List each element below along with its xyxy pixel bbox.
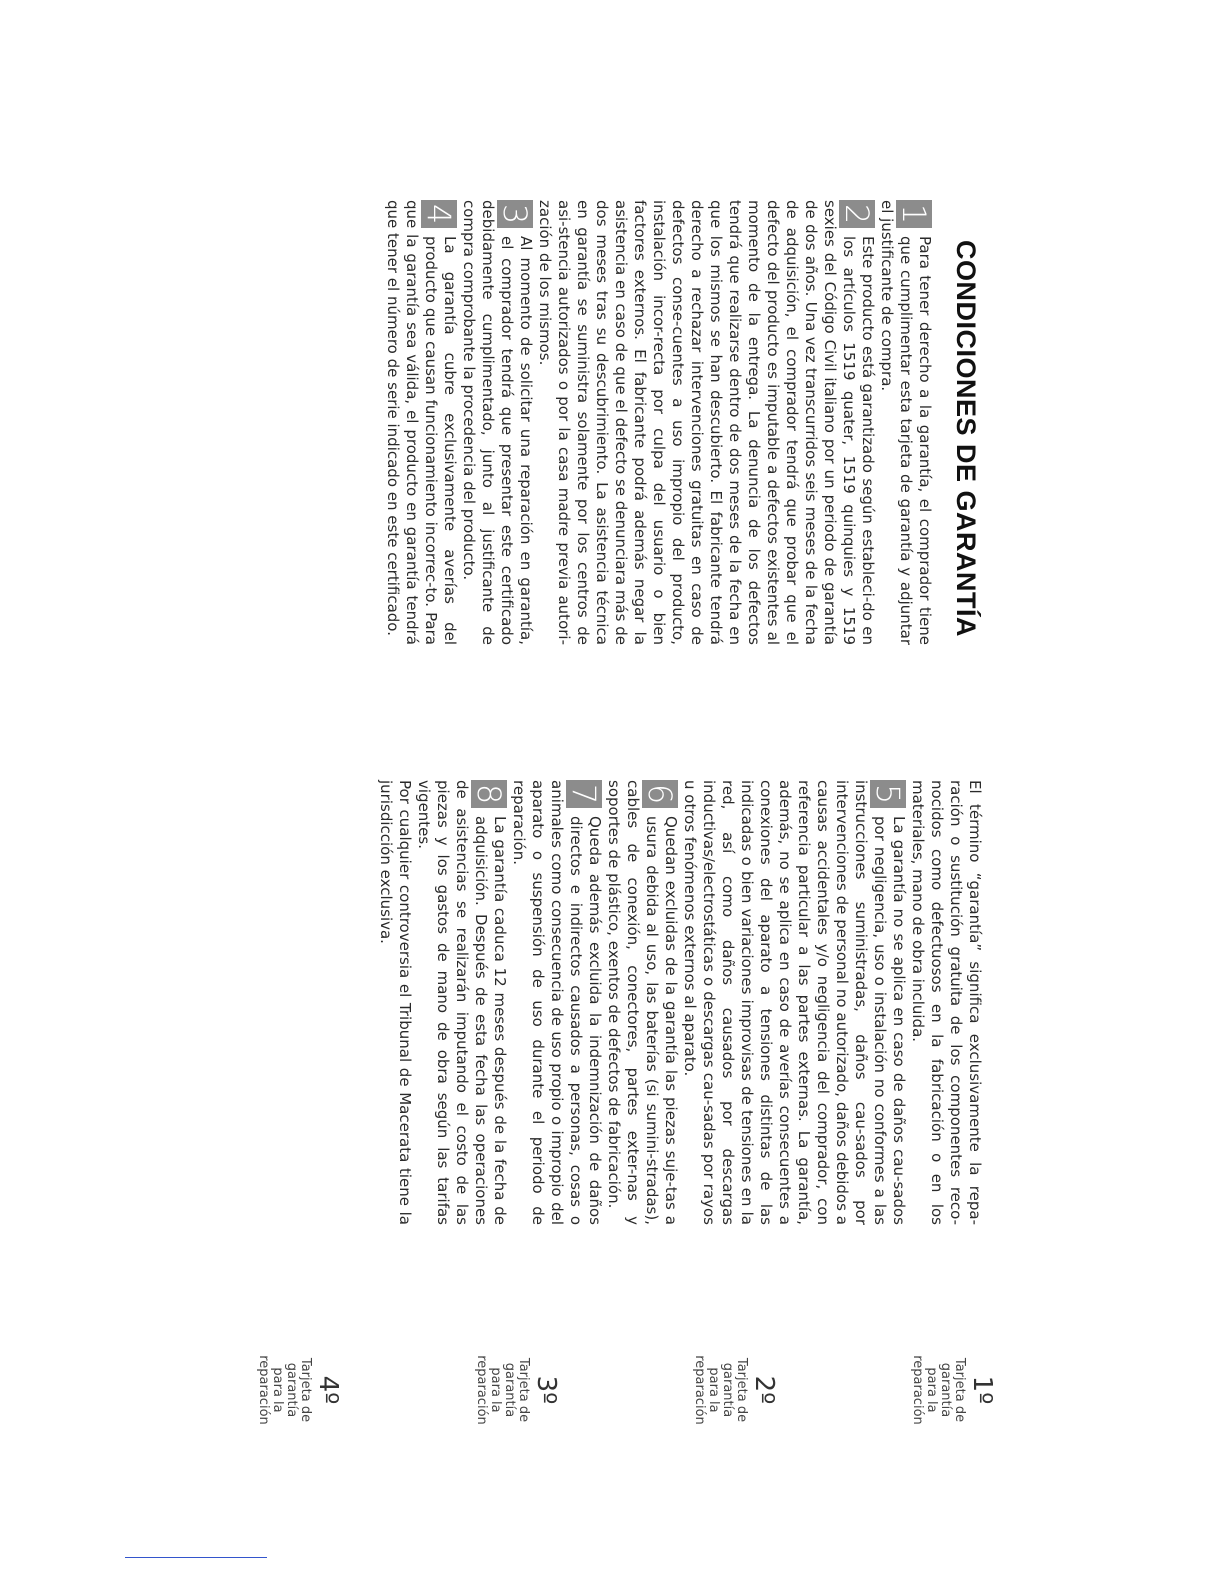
tab-label-line: Tarjeta de [298, 1357, 313, 1423]
condition-item [680, 780, 908, 1225]
condition-item [383, 200, 459, 645]
item-number: 3 [497, 200, 533, 228]
condition-item [509, 780, 604, 1225]
item-text: Para tener derecho a la garantía, el comprador tiene que cumplimentar esta tarjeta de garantía y adjuntar el justificante de compra. [878, 200, 934, 645]
condition-item [535, 200, 877, 645]
tab-label-line: Tarjeta de [734, 1357, 749, 1423]
item-text: Queda además excluida la indemnización de daños directos e indirectos causados a personas, cosas o animales como consecuencia de uso propio o impropio del aparato o suspensión de uso durante el periodo de reparación. [510, 780, 604, 1225]
repair-card-tab [910, 1335, 996, 1445]
item-number: 1 [896, 200, 932, 228]
tab-label-line: Tarjeta de [952, 1357, 967, 1423]
repair-card-tab [692, 1335, 778, 1445]
tab-label-line: reparación [692, 1355, 707, 1425]
tab-label-line: Tarjeta de [516, 1357, 531, 1423]
tab-label-line: para la [706, 1367, 721, 1413]
item-number: 6 [642, 780, 678, 808]
tab-label-line: para la [270, 1367, 285, 1413]
item-number: 8 [471, 780, 507, 808]
item-text: Al momento de solicitar una reparación en garantía, el comprador tendrá que presentar este certificado debidamente cumplimentado, junto al justificante de compra comprobante la procedencia del producto. [460, 200, 535, 645]
left-column [383, 200, 934, 645]
item-number: 2 [839, 200, 875, 228]
item-text: La garantía caduca 12 meses después de la fecha de adquisición. Después de esta fecha las operaciones de asistencias se realizarán imputando el costo de las piezas y los gastos de mano de obra según las tarifas vigentes. [415, 780, 509, 1225]
condition-item [604, 780, 680, 1225]
item-text: La garantía cubre exclusivamente averías del producto que causan funcionamiento incorrec-to. Para que la garantía sea válida, el producto en garantía tendrá que tener el número de serie indicado en este certificado. [384, 200, 459, 645]
right-column [376, 780, 984, 1225]
item-number: 7 [566, 780, 602, 808]
item-text: Este producto está garantizado según estableci-do en los artículos 1519 quater, 1519 quinquies y 1519 sexies del Código Civil italiano por un periodo de garantía de dos años. Una vez transcurridos seis meses de la fecha de adquisición, el comprador tendrá que probar que el defecto del producto es imputable a defectos existentes al momento de la entrega. La denuncia de los defectos tendrá que realizarse dentro de dos meses de la fecha en que los mismos se han descubierto. El fabricante tendrá derecho a rechazar intervenciones gratuitas en caso de defectos conse-cuentes a uso impropio del producto, instalación incor-recta por culpa del usuario o bien factores externos. El fabricante podrá además negar la asistencia en caso de que el defecto se denunciara más de dos meses tras su descubrimiento. La asistencia técnica en garantía se suministra solamente por los centros de asi-stencia autorizados o por la casa madre previa autori-zación de los mismos. [536, 200, 877, 645]
repair-card-tabs [226, 1335, 996, 1445]
tab-label-line: reparación [910, 1355, 925, 1425]
item-number: 4 [421, 200, 457, 228]
footer-rule [125, 1557, 267, 1558]
item-text: La garantía no se aplica en caso de daños cau-sados por negligencia, uso o instalación no conformes a las instrucciones suministradas, daños cau-sados por intervenciones de personal no autorizado, daños debidos a causas accidentales y/o negligencia del comprador, con referencia particular a las partes externas. La garantía, además, no se aplica en caso de averías consecuentes a conexiones del aparato a tensiones distintas de las indicadas o bien variaciones improvisas de tensiones en la red, así como daños causados por descargas inductivas/electrostáticas o descargas cau-sadas por rayos u otros fenómenos externos al aparato. [681, 780, 908, 1225]
condition-item [414, 780, 509, 1225]
tab-label-line: para la [488, 1367, 503, 1413]
tab-label-line: garantía [720, 1362, 735, 1418]
tab-label-line: para la [924, 1367, 939, 1413]
page-title: CONDICIONES DE GARANTÍA [951, 240, 981, 638]
item-text: Quedan excluidas de la garantía las piezas suje-tas a usura debida al uso, las baterías (si sumini-stradas), cables de conexión, conectores, partes exter-nas y soportes de plástico, exentos de defectos de fabricación. [605, 780, 680, 1225]
guarantee-definition: El término “garantía” significa exclusivamente la repa-ración o sustitución gratuita de los componentes reco-nocidos como defectuosos en la fabricación o en los materiales, mano de obra incluida. [909, 780, 984, 1225]
repair-card-tab [256, 1335, 342, 1445]
tab-label-line: reparación [474, 1355, 489, 1425]
tab-label-line: garantía [284, 1362, 299, 1418]
jurisdiction-note: Por cualquier controversia el Tribunal de Macerata tiene la jurisdicción exclusiva. [377, 780, 414, 1225]
tab-label-line: reparación [256, 1355, 271, 1425]
tab-label-line: garantía [938, 1362, 953, 1418]
condition-item [459, 200, 535, 645]
tab-ordinal: 1º [967, 1375, 997, 1405]
item-number: 5 [870, 780, 906, 808]
tab-label-line: garantía [502, 1362, 517, 1418]
condition-item [877, 200, 934, 645]
tab-ordinal: 3º [531, 1375, 561, 1405]
tab-ordinal: 2º [749, 1375, 779, 1405]
tab-ordinal: 4º [313, 1375, 343, 1405]
repair-card-tab [474, 1335, 560, 1445]
